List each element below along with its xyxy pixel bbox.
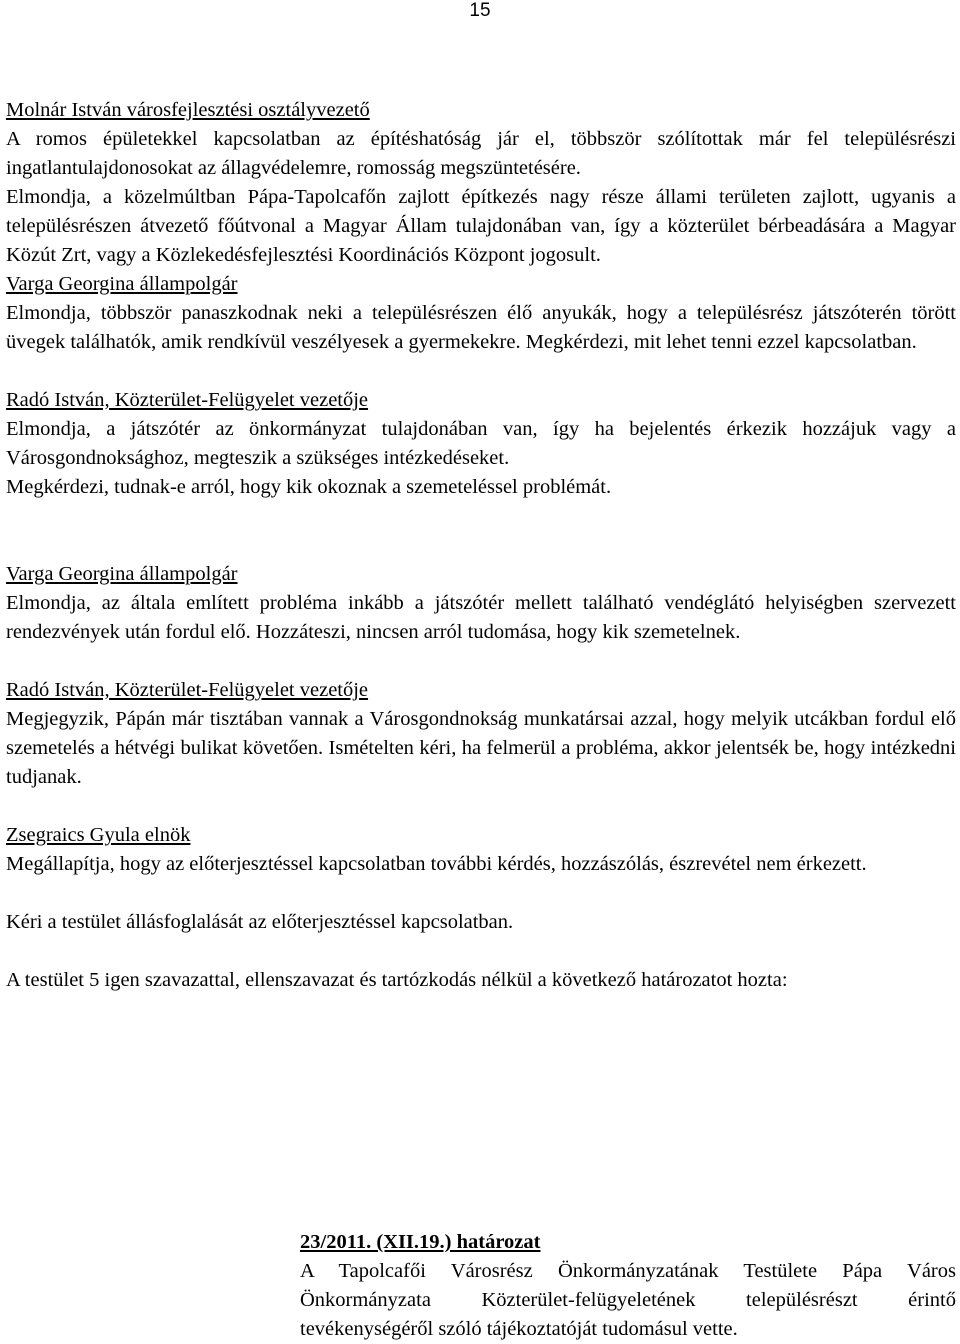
speech-paragraph: Megkérdezi, tudnak-e arról, hogy kik okoznak a szemeteléssel problémát. [6,476,612,498]
speech-block [6,96,956,270]
speech-block [6,821,956,879]
spacer [6,502,956,560]
spacer [6,357,956,386]
vote-statement: A testület 5 igen szavazattal, ellenszavazat és tartózkodás nélkül a következő határozatot hozta: [6,969,788,991]
page-number: 15 [469,0,491,21]
speech-block [6,560,956,647]
speech-paragraph: Elmondja, a közelmúltban Pápa-Tapolcafőn zajlott építkezés nagy része állami területen zajlott, ugyanis a településrészen átvezető főútvonal a Magyar Állam tulajdonában van, így a közterület bérbeadására a Magyar Közút Zrt, vagy a Közlekedésfejlesztési Koordinációs Központ jogosult. [6,186,956,266]
resolution-block [300,1228,956,1344]
speech-block [6,386,956,502]
speech-paragraph: Elmondja, többször panaszkodnak neki a településrészen élő anyukák, hogy a településrész játszóterén törött üvegek találhatók, amik rendkívül veszélyesek a gyermekekre. Megkérdezi, mit lehet tenni ezzel kapcsolatban. [6,302,956,353]
speech-paragraph: A romos épületekkel kapcsolatban az építéshatóság jár el, többször szólítottak már fel településrészi ingatlantulajdonosokat az állagvédelemre, romosság megszüntetésére. [6,128,956,179]
spacer [6,879,956,908]
speaker-name: Molnár István városfejlesztési osztályvezető [6,99,370,121]
speaker-name: Radó István, Közterület-Felügyelet vezetője [6,679,369,701]
spacer [6,647,956,676]
speech-paragraph: Megállapítja, hogy az előterjesztéssel kapcsolatban további kérdés, hozzászólás, észrevétel nem érkezett. [6,853,867,875]
speech-paragraph: Elmondja, a játszótér az önkormányzat tulajdonában van, így ha bejelentés érkezik hozzájuk vagy a Városgondnoksághoz, megteszik a szükséges intézkedéseket. [6,418,956,469]
resolution-text: A Tapolcafői Városrész Önkormányzatának Testülete Pápa Város Önkormányzata Közterület-felügyeletének településrészt érintő tevékenységéről szóló tájékoztatóját tudomásul vette. [300,1260,956,1340]
spacer [6,937,956,966]
speech-block [6,270,956,357]
resolution-title: 23/2011. (XII.19.) határozat [300,1231,541,1253]
minutes-body [6,96,956,995]
speaker-name: Radó István, Közterület-Felügyelet vezetője [6,389,369,411]
speaker-name: Varga Georgina állampolgár [6,273,238,295]
speaker-name: Varga Georgina állampolgár [6,563,238,585]
speech-paragraph: Megjegyzik, Pápán már tisztában vannak a Városgondnokság munkatársai azzal, hogy melyik utcákban fordul elő szemetelés a hétvégi bulikat követően. Ismételten kéri, ha felmerül a probléma, akkor jelentsék be, hogy intézkedni tudjanak. [6,708,956,788]
request-statement: Kéri a testület állásfoglalását az előterjesztéssel kapcsolatban. [6,911,514,933]
speech-paragraph: Elmondja, az általa említett probléma inkább a játszótér mellett található vendéglátó helyiségben szervezett rendezvények után fordul elő. Hozzáteszi, nincsen arról tudomása, hogy kik szemetelnek. [6,592,956,643]
speaker-name: Zsegraics Gyula elnök [6,824,191,846]
spacer [6,792,956,821]
speech-block [6,676,956,792]
